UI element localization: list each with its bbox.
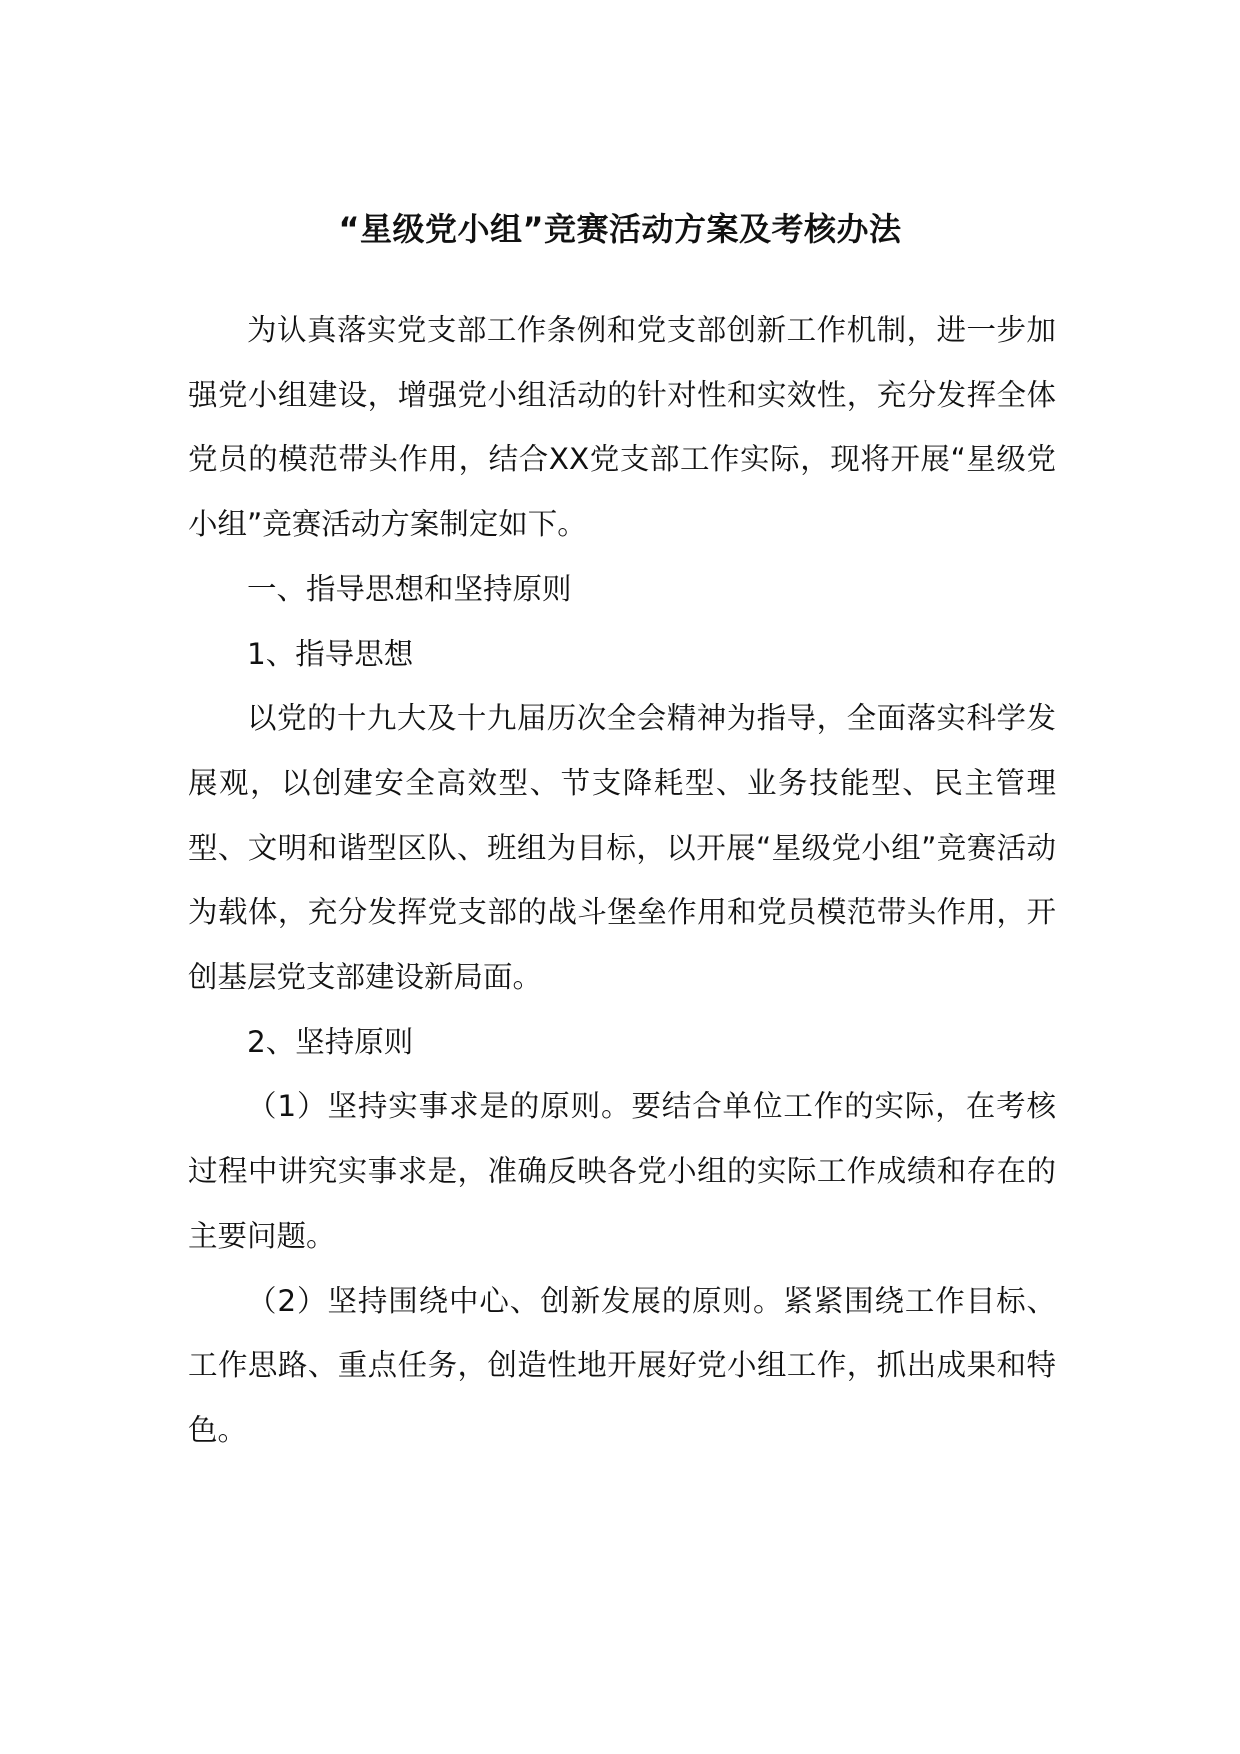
subsection-heading-1: 1、指导思想 xyxy=(247,636,414,671)
section-heading-1: 一、指导思想和坚持原则 xyxy=(247,571,572,606)
paragraph-guiding-thought: 以党的十九大及十九届历次全会精神为指导，全面落实科学发展观，以创建安全高效型、节支降耗型、业务技能型、民主管理型、文明和谐型区队、班组为目标，以开展“星级党小组”竞赛活动为载体，充分发挥党支部的战斗堡垒作用和党员模范带头作用，开创基层党支部建设新局面。 xyxy=(188,701,1056,995)
document-title: “星级党小组”竞赛活动方案及考核办法 xyxy=(338,210,902,248)
subsection-heading-2: 2、坚持原则 xyxy=(247,1024,414,1059)
paragraph-principle-1: （1）坚持实事求是的原则。要结合单位工作的实际，在考核过程中讲究实事求是，准确反映各党小组的实际工作成绩和存在的主要问题。 xyxy=(188,1089,1056,1253)
paragraph-intro: 为认真落实党支部工作条例和党支部创新工作机制，进一步加强党小组建设，增强党小组活动的针对性和实效性，充分发挥全体党员的模范带头作用，结合XX党支部工作实际，现将开展“星级党小组”竞赛活动方案制定如下。 xyxy=(188,313,1056,542)
paragraph-principle-2: （2）坚持围绕中心、创新发展的原则。紧紧围绕工作目标、工作思路、重点任务，创造性地开展好党小组工作，抓出成果和特色。 xyxy=(188,1283,1056,1447)
document-body xyxy=(188,298,1056,1463)
